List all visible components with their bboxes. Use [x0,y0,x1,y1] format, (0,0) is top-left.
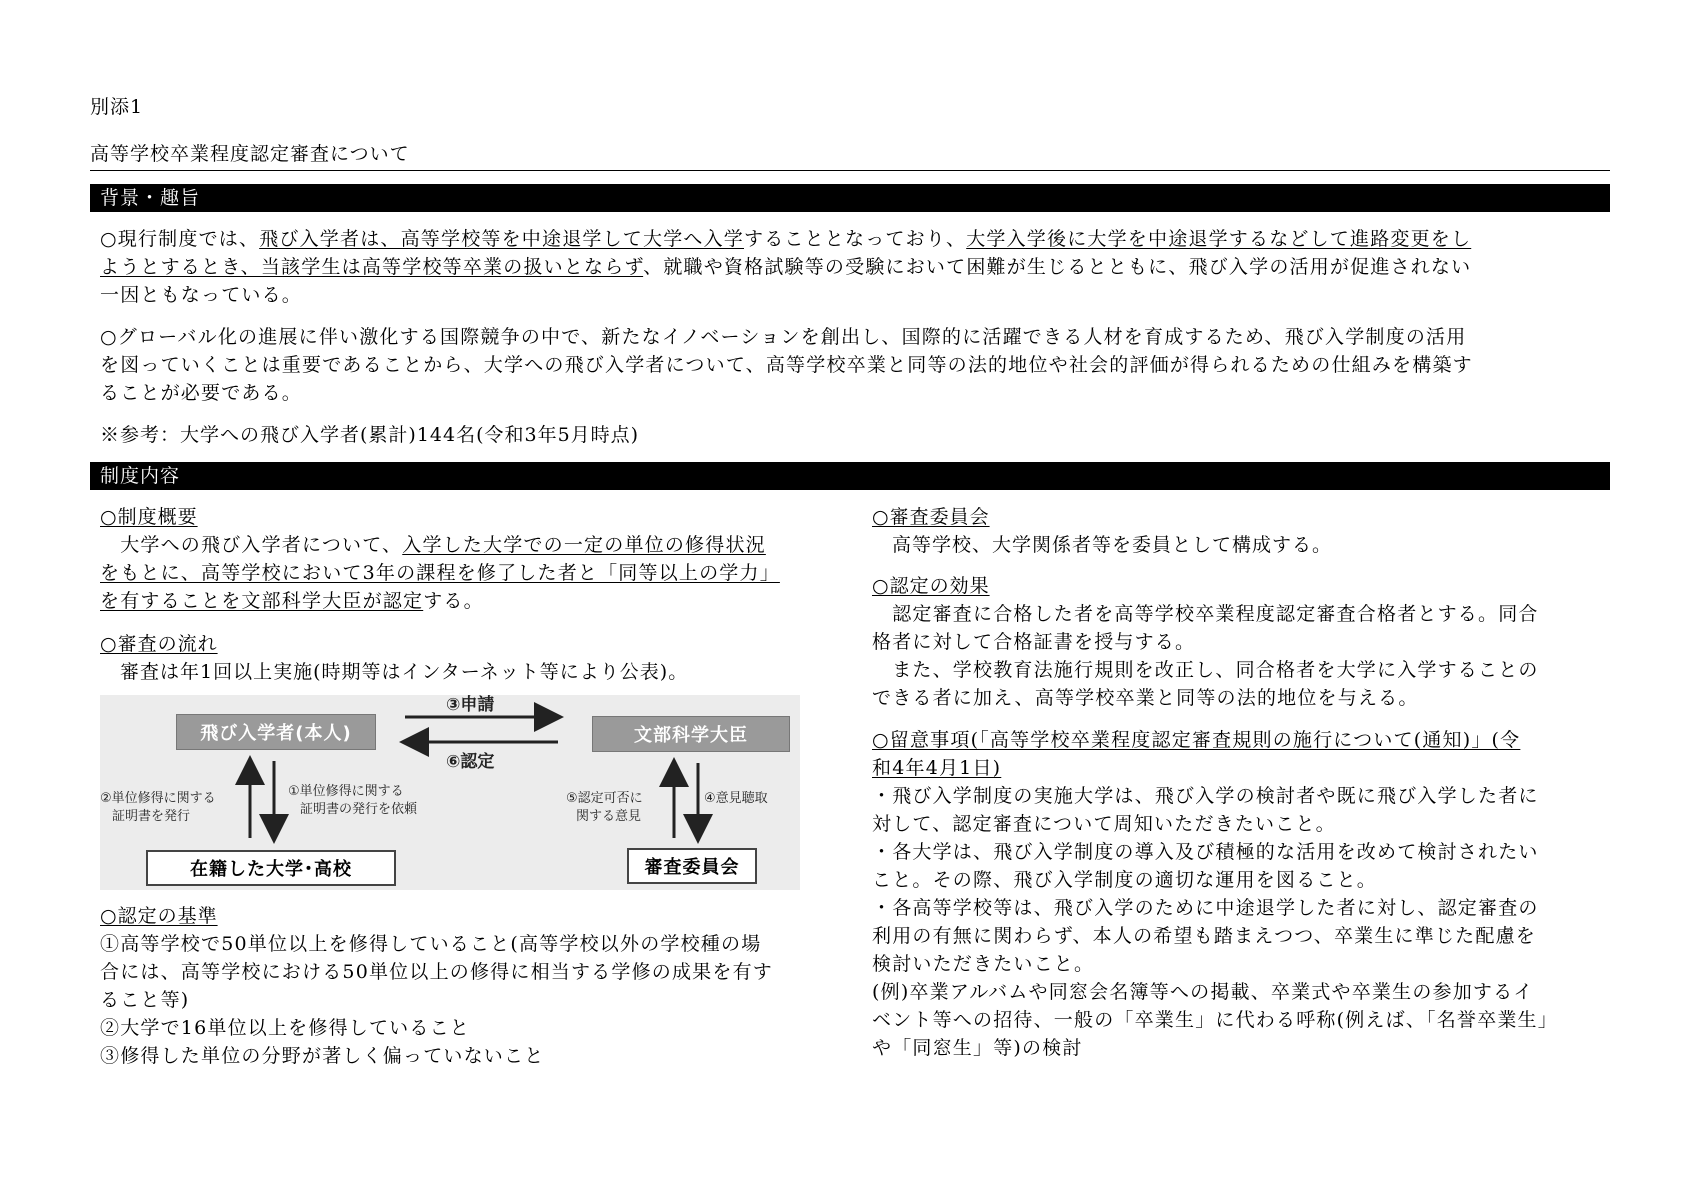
notes-line: 利用の有無に関わらず、本人の希望も踏まえつつ、卒業生に準じた配慮を [872,925,1536,947]
effect-text [872,600,1539,712]
minister-box: 文部科学大臣 [592,716,790,752]
paragraph-line: ○現行制度では、飛び入学者は、高等学校等を中途退学して大学へ入学することとなっており、大学入学後に大学を中途退学するなどして進路変更をし [100,228,1472,250]
school-box: 在籍した大学･高校 [146,850,396,886]
committee-box: 審査委員会 [627,848,757,884]
paragraph-line: 格者に対して合格証書を授与する。 [872,631,1196,653]
overview-title: ○制度概要 [100,506,198,528]
notes-line: ・各高等学校等は、飛び入学のために中途退学した者に対し、認定審査の [872,897,1539,919]
background-paragraph-2 [100,323,1473,407]
paragraph-line: できる者に加え、高等学校卒業と同等の法的地位を与える。 [872,687,1419,709]
reference-note: ※参考：大学への飛び入学者(累計)144名(令和3年5月時点) [100,424,640,446]
notes-line: や「同窓生」等)の検討 [872,1037,1083,1059]
section-header-background [90,184,1610,212]
step6-label: ⑥認定 [446,752,495,772]
paragraph-line: をもとに、高等学校において3年の課程を修了した者と「同等以上の学力」 [100,562,780,584]
paragraph-line: を図っていくことは重要であることから、大学への飛び入学者について、高等学校卒業と同等の法的地位や社会的評価が得られるための仕組みを構築す [100,354,1473,376]
criteria-line: ること等) [100,989,190,1011]
paragraph-line: また、学校教育法施行規則を改正し、同合格者を大学に入学することの [872,659,1539,681]
paragraph-line: 大学への飛び入学者について、入学した大学での一定の単位の修得状況 [100,534,766,556]
notes-line: ・飛び入学制度の実施大学は、飛び入学の検討者や既に飛び入学した者に [872,785,1539,807]
committee-text: 高等学校、大学関係者等を委員として構成する。 [872,534,1333,556]
flow-text: 審査は年1回以上実施(時期等はインターネット等により公表)。 [100,661,689,683]
criteria-line: ①高等学校で50単位以上を修得していること(高等学校以外の学校種の場 [100,933,762,955]
notes-text [872,782,1558,1062]
notes-line: 対して、認定審査について周知いただきたいこと。 [872,813,1336,835]
notes-line: こと。その際、飛び入学制度の適切な運用を図ること。 [872,869,1378,891]
section-heading: 制度内容 [100,465,181,487]
paragraph-line: ○グローバル化の進展に伴い激化する国際競争の中で、新たなイノベーションを創出し、国際的に活躍できる人材を育成するため、飛び入学制度の活用 [100,326,1467,348]
criteria-title: ○認定の基準 [100,905,218,927]
notes-title-line: ○留意事項(「高等学校卒業程度認定審査規則の施行について(通知)」(令 [872,729,1521,751]
attachment-label: 別添1 [90,96,144,118]
paragraph-line: ようとするとき、当該学生は高等学校等卒業の扱いとならず、就職や資格試験等の受験において困難が生じるとともに、飛び入学の活用が促進されない [100,256,1472,278]
criteria-line: 合には、高等学校における50単位以上の修得に相当する学修の成果を有す [100,961,773,983]
step1-label: ①単位修得に関する 証明書の発行を依頼 [288,784,418,817]
notes-title-line: 和4年4月1日) [872,757,1002,779]
overview-text [100,531,780,615]
criteria-line: ②大学で16単位以上を修得していること [100,1017,470,1039]
notes-line: 検討いただきたいこと。 [872,953,1095,975]
notes-line: ・各大学は、飛び入学制度の導入及び積極的な活用を改めて検討されたい [872,841,1539,863]
criteria-list [100,930,773,1070]
paragraph-line: 認定審査に合格した者を高等学校卒業程度認定審査合格者とする。同合 [872,603,1539,625]
title-rule [90,170,1610,171]
paragraph-line: を有することを文部科学大臣が認定する。 [100,590,484,612]
committee-title: ○審査委員会 [872,506,990,528]
document-title: 高等学校卒業程度認定審査について [90,143,410,165]
effect-title: ○認定の効果 [872,575,990,597]
paragraph-line: ることが必要である。 [100,382,303,404]
step4-label: ④意見聴取 [704,791,768,806]
applicant-box: 飛び入学者(本人) [176,714,376,750]
flow-title: ○審査の流れ [100,633,218,655]
section-heading: 背景・趣旨 [100,187,201,209]
review-flow-diagram [100,695,800,890]
background-paragraph-1 [100,225,1471,309]
notes-line: ベント等への招待、一般の「卒業生」に代わる呼称(例えば、「名誉卒業生」 [872,1009,1558,1031]
step3-label: ③申請 [446,695,495,715]
paragraph-line: 一因ともなっている。 [100,284,303,306]
criteria-line: ③修得した単位の分野が著しく偏っていないこと [100,1045,545,1067]
notes-line: (例)卒業アルバムや同窓会名簿等への掲載、卒業式や卒業生の参加するイ [872,981,1534,1003]
notes-title [872,726,1520,782]
section-header-background [90,462,1610,490]
step5-label: ⑤認定可否に 関する意見 [566,791,643,824]
step2-label: ②単位修得に関する 証明書を発行 [100,791,216,824]
